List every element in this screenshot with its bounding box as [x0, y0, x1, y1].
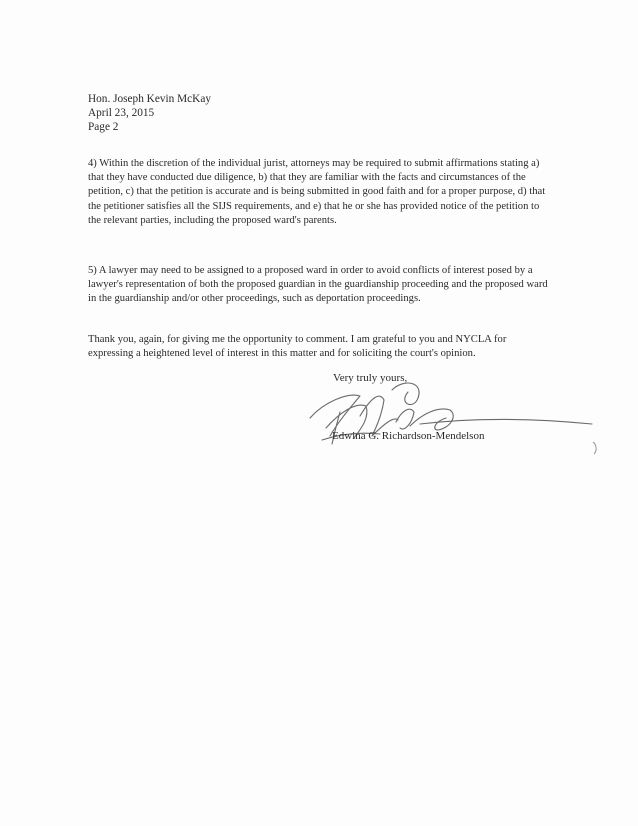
recipient-name: Hon. Joseph Kevin McKay — [88, 93, 211, 105]
paragraph-5: 5) A lawyer may need to be assigned to a proposed ward in order to avoid conflicts of interest posed by a lawyer's representation of both the proposed guardian in the guardianship proceeding and the proposed ward in the guardianship and/or other proceedings, such as deportation proceedings. — [88, 265, 548, 305]
thanks-paragraph: Thank you, again, for giving me the opportunity to comment. I am grateful to you and NYCLA for expressing a heightened level of interest in this matter and for soliciting the court's opinion. — [88, 334, 507, 360]
signer-name: Edwina G. Richardson-Mendelson — [332, 430, 485, 442]
letter-date: April 23, 2015 — [88, 107, 155, 119]
scan-edge-mark — [591, 441, 599, 455]
page-number: Page 2 — [88, 121, 119, 133]
letter-header — [88, 92, 211, 134]
paragraph-4: 4) Within the discretion of the individual jurist, attorneys may be required to submit affirmations stating a) that they have conducted due diligence, b) that they are familiar with the facts and circumstances of the petition, c) that the petition is accurate and is being submitted in good faith and for a proper purpose, d) that the petitioner satisfies all the SIJS requirements, and e) that he or she has provided notice of the petition to the relevant parties, including the proposed ward's parents. — [88, 158, 546, 226]
valediction: Very truly yours, — [333, 372, 408, 384]
